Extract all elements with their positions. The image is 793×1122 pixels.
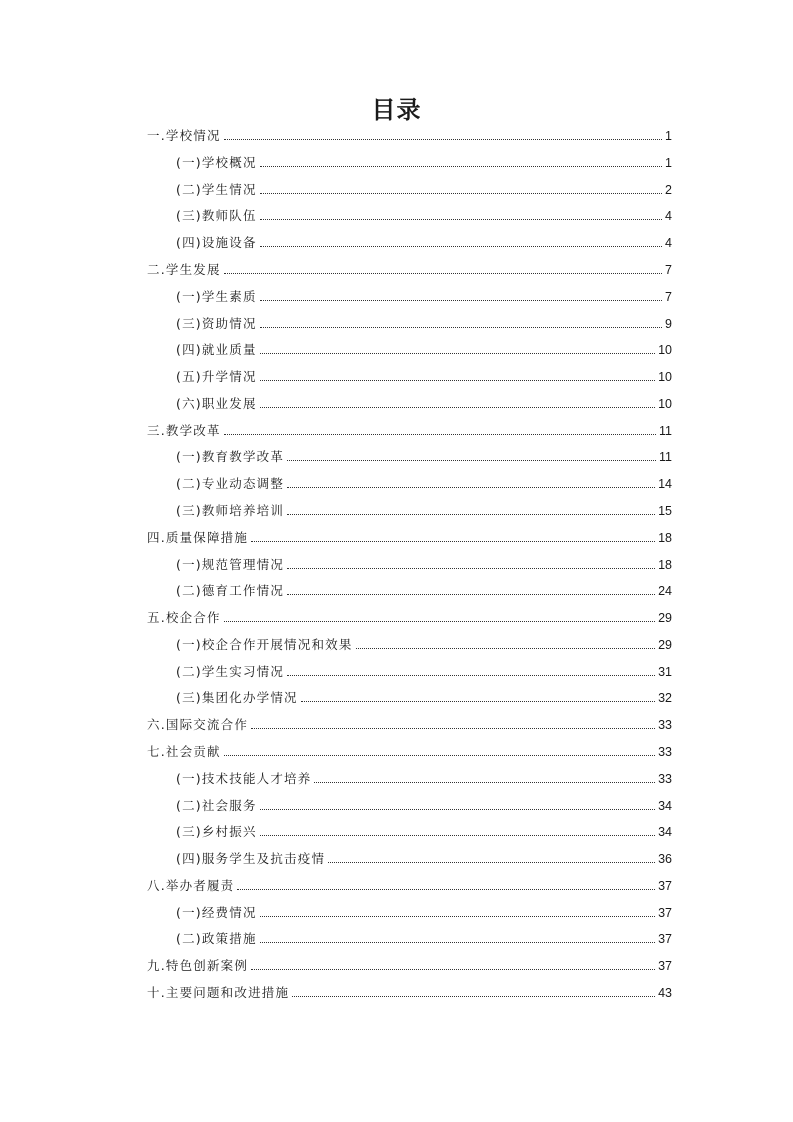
toc-entry-page-number: 18: [658, 557, 672, 572]
toc-section-entry[interactable]: [176, 178, 672, 198]
toc-entry-label: (二)政策措施: [176, 931, 257, 947]
toc-chapter-entry[interactable]: [147, 981, 672, 1001]
toc-chapter-entry[interactable]: [147, 526, 672, 546]
toc-chapter-entry[interactable]: [147, 258, 672, 278]
toc-section-entry[interactable]: [176, 820, 672, 840]
toc-entry-page-number: 34: [658, 798, 672, 813]
dot-leader: [328, 862, 655, 863]
toc-entry-page-number: 10: [658, 396, 672, 411]
toc-entry-page-number: 14: [658, 477, 672, 492]
toc-entry-page-number: 33: [658, 718, 672, 733]
toc-entry-label: (四)设施设备: [176, 235, 257, 251]
dot-leader: [260, 809, 655, 810]
toc-entry-label: (五)升学情况: [176, 369, 257, 384]
toc-section-entry[interactable]: [176, 901, 672, 921]
toc-section-entry[interactable]: [176, 767, 672, 787]
toc-entry-label: (二)学生实习情况: [176, 663, 285, 679]
toc-entry-page-number: 29: [658, 637, 672, 652]
toc-entry-page-number: 29: [658, 611, 672, 625]
dot-leader: [287, 487, 655, 488]
dot-leader: [301, 701, 655, 702]
toc-entry-label: (一)学生素质: [176, 288, 257, 304]
toc-entry-label: (六)职业发展: [176, 395, 257, 411]
toc-section-entry[interactable]: [176, 231, 672, 251]
toc-section-entry[interactable]: [176, 794, 672, 814]
dot-leader: [251, 728, 655, 729]
dot-leader: [251, 969, 655, 970]
toc-entry-label: (一)教育教学改革: [176, 449, 285, 465]
dot-leader: [224, 755, 655, 756]
toc-entry-label: (一)规范管理情况: [176, 556, 285, 572]
dot-leader: [287, 594, 655, 595]
toc-entry-label: (三)资助情况: [176, 315, 257, 331]
dot-leader: [356, 648, 656, 649]
toc-entry-page-number: 33: [658, 744, 672, 759]
toc-section-entry[interactable]: [176, 472, 672, 492]
dot-leader: [287, 514, 655, 515]
toc-entry-page-number: 1: [665, 129, 672, 143]
toc-section-entry[interactable]: [176, 927, 672, 947]
toc-entry-label: 八.举办者履责: [147, 877, 235, 893]
dot-leader: [260, 246, 662, 247]
dot-leader: [260, 166, 662, 167]
toc-entry-label: 一.学校情况: [147, 128, 221, 143]
toc-chapter-entry[interactable]: [147, 606, 672, 626]
dot-leader: [287, 675, 655, 676]
toc-entry-label: 四.质量保障措施: [147, 529, 249, 545]
dot-leader: [287, 568, 655, 569]
toc-entry-page-number: 10: [658, 343, 672, 358]
dot-leader: [260, 353, 655, 354]
toc-entry-page-number: 7: [665, 262, 672, 277]
toc-section-entry[interactable]: [176, 553, 672, 573]
dot-leader: [224, 621, 655, 622]
dot-leader: [260, 916, 655, 917]
toc-entry-page-number: 37: [658, 905, 672, 920]
dot-leader: [224, 434, 656, 435]
toc-section-entry[interactable]: [176, 365, 672, 385]
toc-entry-label: (三)乡村振兴: [176, 824, 257, 840]
toc-entry-page-number: 31: [658, 664, 672, 679]
toc-section-entry[interactable]: [176, 847, 672, 867]
dot-leader: [224, 273, 662, 274]
toc-entry-label: (二)学生情况: [176, 181, 257, 197]
toc-entry-label: 五.校企合作: [147, 610, 221, 625]
toc-entry-page-number: 4: [665, 209, 672, 224]
toc-entry-label: (二)社会服务: [176, 797, 257, 813]
toc-section-entry[interactable]: [176, 204, 672, 224]
toc-entry-label: (三)教师培养培训: [176, 502, 285, 518]
toc-entry-label: (一)校企合作开展情况和效果: [176, 636, 353, 652]
toc-entry-page-number: 24: [658, 584, 672, 599]
toc-section-entry[interactable]: [176, 633, 672, 653]
toc-entry-page-number: 36: [658, 852, 672, 867]
dot-leader: [260, 407, 655, 408]
toc-section-entry[interactable]: [176, 579, 672, 599]
toc-entry-label: (一)经费情况: [176, 904, 257, 920]
toc-section-entry[interactable]: [176, 312, 672, 332]
toc-entry-page-number: 4: [665, 236, 672, 251]
toc-entry-page-number: 11: [659, 423, 672, 438]
toc-entry-page-number: 34: [658, 825, 672, 840]
dot-leader: [260, 835, 655, 836]
toc-chapter-entry[interactable]: [147, 713, 672, 733]
toc-entry-page-number: 2: [665, 182, 672, 197]
toc-entry-page-number: 15: [658, 503, 672, 518]
toc-entry-page-number: 18: [658, 530, 672, 545]
dot-leader: [237, 889, 655, 890]
toc-chapter-entry[interactable]: [147, 124, 672, 144]
toc-entry-page-number: 32: [658, 691, 672, 706]
toc-chapter-entry[interactable]: [147, 954, 672, 974]
toc-entry-label: 六.国际交流合作: [147, 717, 249, 733]
toc-entry-label: 九.特色创新案例: [147, 958, 249, 974]
dot-leader: [260, 219, 662, 220]
dot-leader: [260, 193, 662, 194]
toc-entry-label: (二)专业动态调整: [176, 476, 285, 492]
dot-leader: [260, 327, 662, 328]
toc-entry-page-number: 43: [658, 986, 672, 1000]
toc-entry-label: (三)教师队伍: [176, 208, 257, 224]
toc-section-entry[interactable]: [176, 445, 672, 465]
toc-entry-page-number: 33: [658, 771, 672, 786]
toc-chapter-entry[interactable]: [147, 874, 672, 894]
dot-leader: [314, 782, 655, 783]
toc-entry-page-number: 37: [658, 932, 672, 947]
toc-entry-label: (一)技术技能人才培养: [176, 770, 312, 786]
toc-entry-page-number: 9: [665, 316, 672, 331]
dot-leader: [260, 380, 655, 381]
dot-leader: [251, 541, 655, 542]
toc-chapter-entry[interactable]: [147, 740, 672, 760]
toc-entry-label: 二.学生发展: [147, 261, 221, 277]
toc-entry-page-number: 1: [665, 155, 672, 170]
toc-entry-label: (三)集团化办学情况: [176, 690, 298, 706]
toc-entry-page-number: 10: [658, 370, 672, 384]
toc-entry-label: 七.社会贡献: [147, 743, 221, 759]
toc-entry-label: (四)服务学生及抗击疫情: [176, 851, 326, 867]
dot-leader: [260, 300, 662, 301]
toc-entry-label: 三.教学改革: [147, 422, 221, 438]
toc-entry-label: (一)学校概况: [176, 154, 257, 170]
toc-entry-page-number: 11: [659, 450, 672, 465]
toc-section-entry[interactable]: [176, 285, 672, 305]
toc-entry-page-number: 37: [658, 878, 672, 893]
toc-entry-page-number: 7: [665, 289, 672, 304]
toc-entry-label: (二)德育工作情况: [176, 583, 285, 599]
toc-section-entry[interactable]: [176, 499, 672, 519]
toc-section-entry[interactable]: [176, 686, 672, 706]
toc-entry-label: 十.主要问题和改进措施: [147, 985, 290, 1000]
toc-title: 目录: [371, 96, 422, 124]
dot-leader: [260, 942, 655, 943]
toc-chapter-entry[interactable]: [147, 419, 672, 439]
toc-section-entry[interactable]: [176, 392, 672, 412]
toc-section-entry[interactable]: [176, 660, 672, 680]
toc-entry-label: (四)就业质量: [176, 342, 257, 358]
dot-leader: [287, 460, 656, 461]
toc-section-entry[interactable]: [176, 151, 672, 171]
toc-entry-page-number: 37: [658, 959, 672, 974]
dot-leader: [224, 139, 662, 140]
toc-section-entry[interactable]: [176, 338, 672, 358]
dot-leader: [292, 996, 655, 997]
